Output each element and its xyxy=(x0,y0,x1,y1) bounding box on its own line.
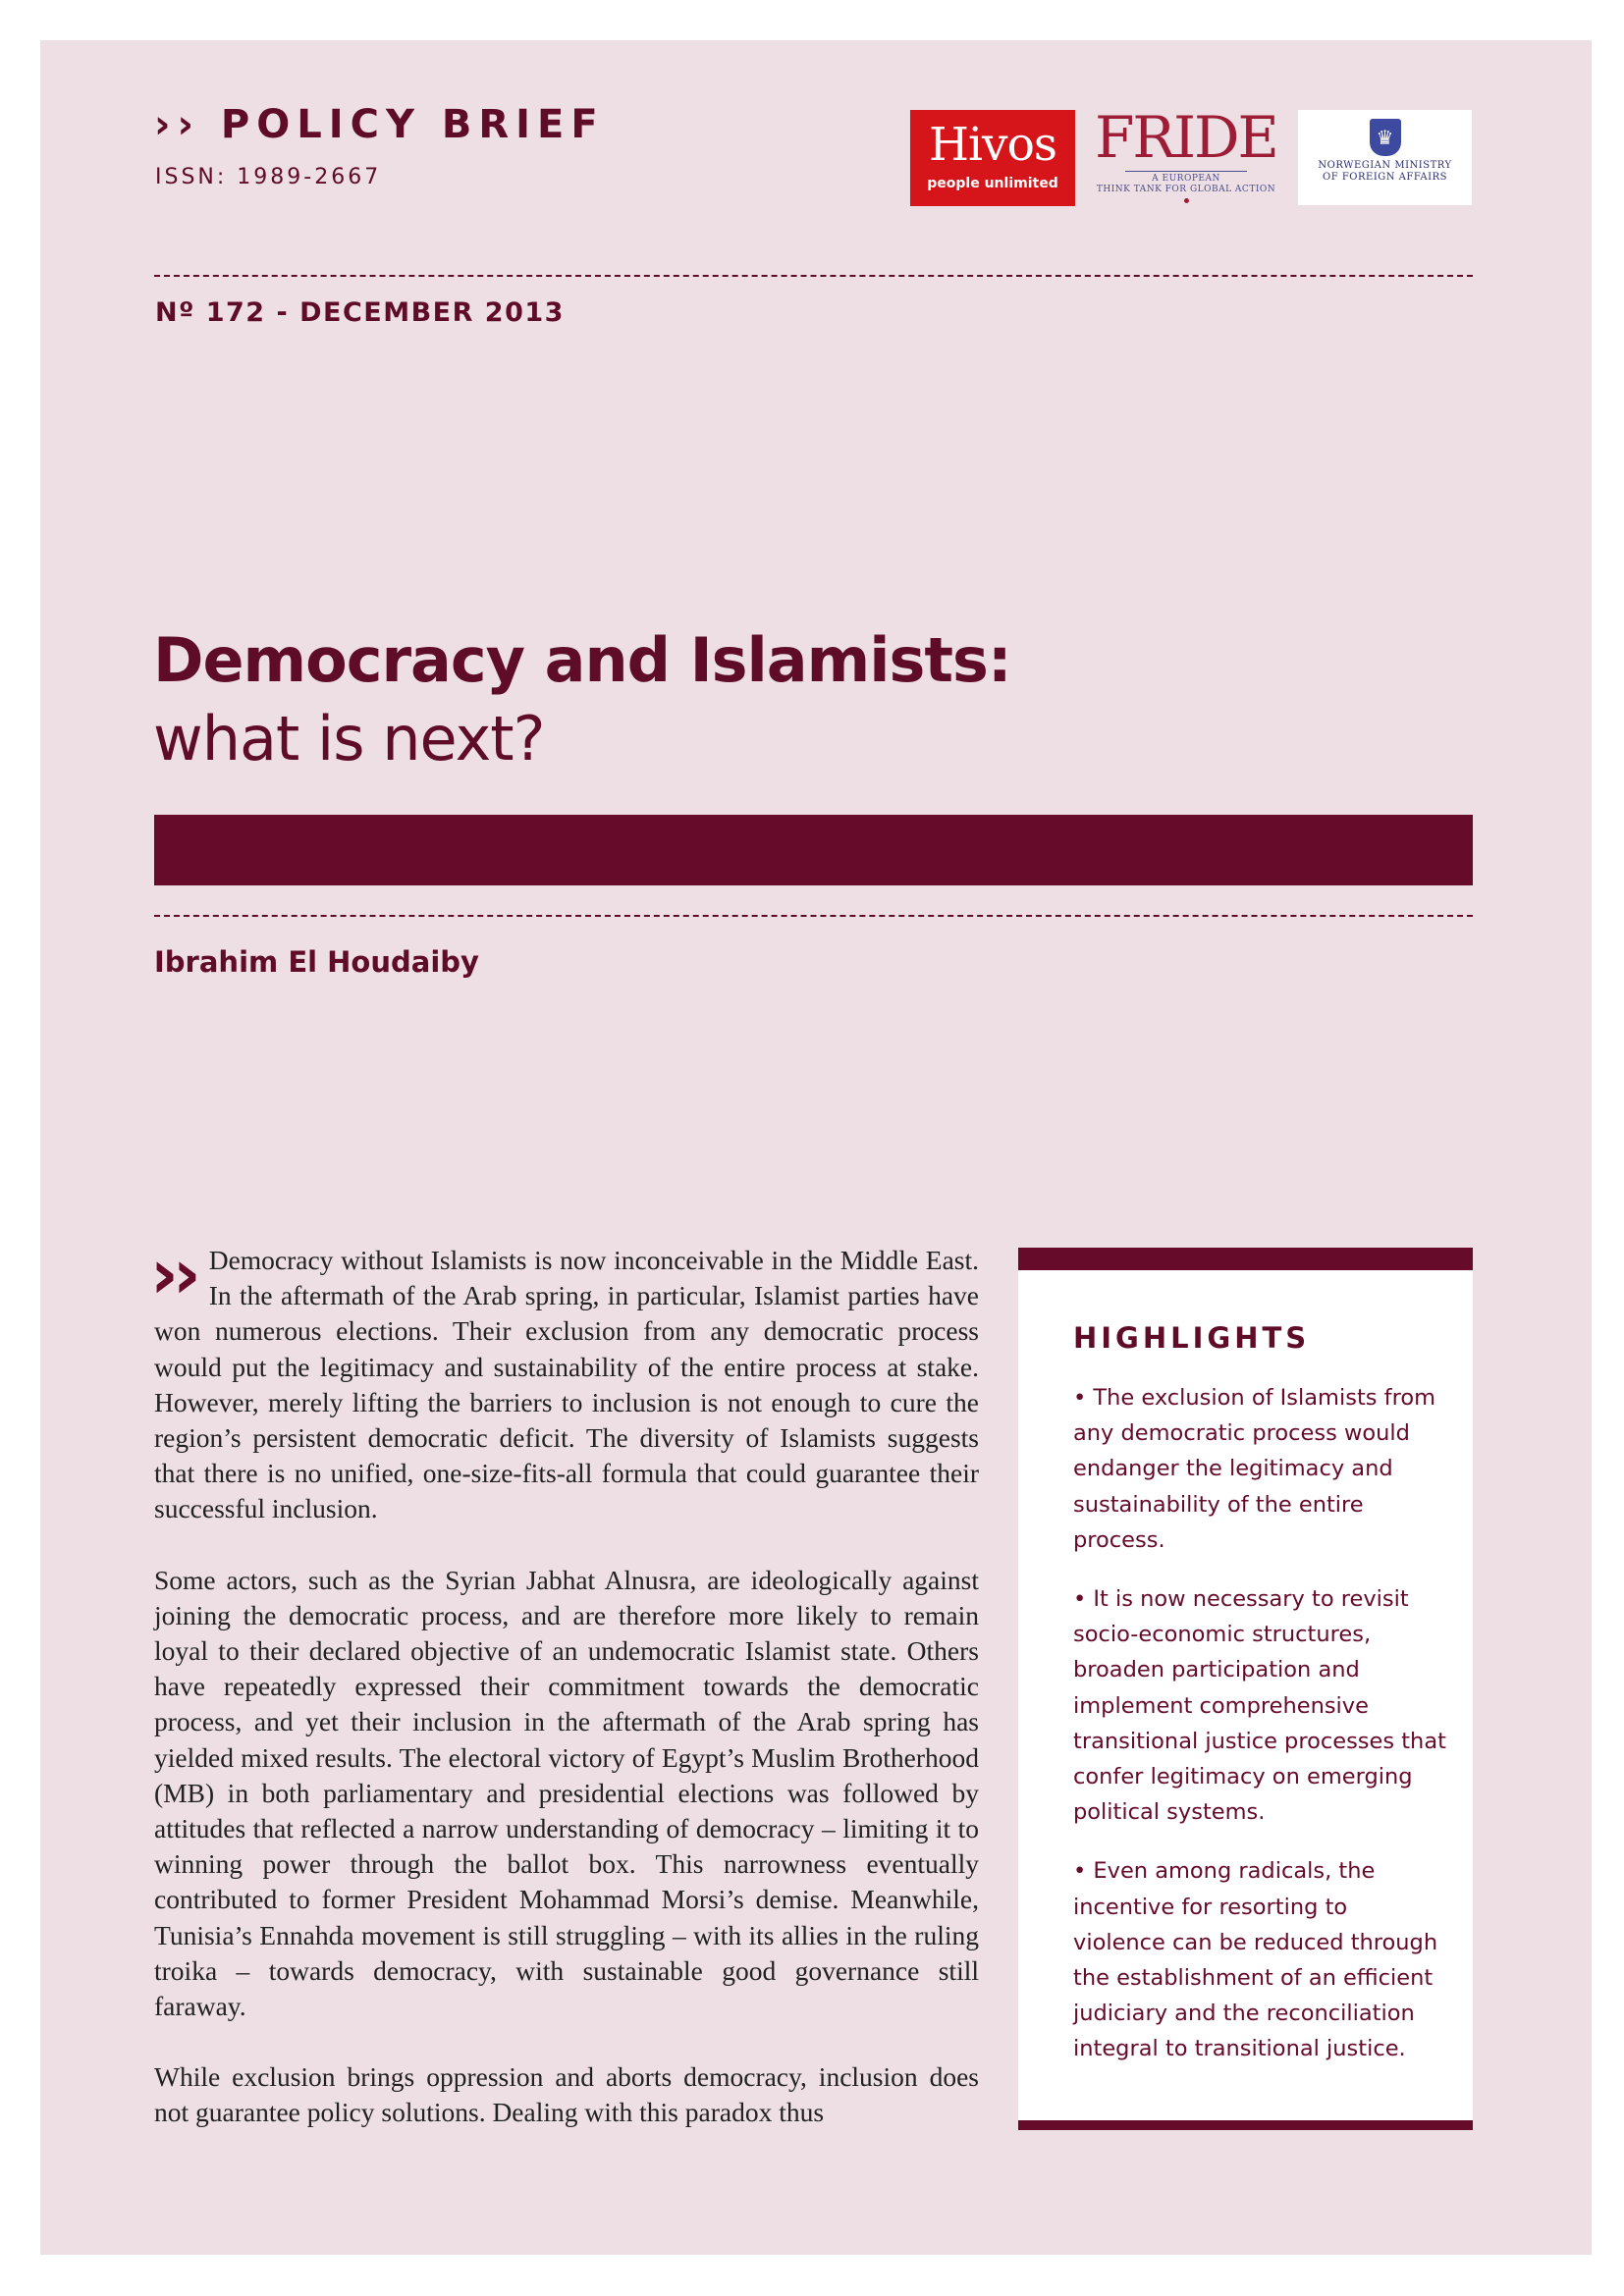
highlights-bottom-bar xyxy=(1018,2120,1473,2130)
body-paragraph-2: Some actors, such as the Syrian Jabhat Alnusra, are ideologically against joining the democratic process, and are therefore more likely to remain loyal to their declared objective of an undemocratic Islamist state. Others have repeatedly expressed their commitment towards the democratic process, and yet their inclusion in the aftermath of the Arab spring has yielded mixed results. The electoral victory of Egypt’s Muslim Brotherhood (MB) in both parliamentary and presidential elections was followed by attitudes that reflected a narrow understanding of democracy – limiting it to winning power through the ballot box. This narrowness eventually contributed to former President Mohammad Morsi’s demise. Meanwhile, Tunisia’s Ennahda movement is still struggling – with its allies in the ruling troika – towards democracy, with sustainable good governance still faraway. xyxy=(154,1564,979,2022)
hivos-logo xyxy=(910,110,1075,206)
fride-logo-tagline-2: THINK TANK FOR GLOBAL ACTION xyxy=(1096,185,1276,194)
fride-logo-tagline-1: A EUROPEAN xyxy=(1125,171,1247,185)
title-line-1: Democracy and Islamists: xyxy=(153,624,1011,696)
author-name: Ibrahim El Houdaiby xyxy=(154,945,479,979)
body-paragraph-3: While exclusion brings oppression and aborts democracy, inclusion does not guarantee policy solutions. Dealing with this paradox thus xyxy=(154,2061,979,2128)
highlights-box xyxy=(1018,1270,1473,2120)
fride-logo xyxy=(1092,106,1280,204)
header-divider xyxy=(154,275,1473,277)
highlights-title: HIGHLIGHTS xyxy=(1073,1321,1311,1355)
hivos-logo-tagline: people unlimited xyxy=(927,176,1058,191)
series-label: ›› POLICY BRIEF xyxy=(154,102,605,147)
issn: ISSN: 1989-2667 xyxy=(155,165,382,189)
highlights-top-bar xyxy=(1018,1248,1473,1270)
issue-number: Nº 172 - DECEMBER 2013 xyxy=(155,297,565,328)
fride-logo-dot xyxy=(1184,198,1189,203)
body-paragraph-1 xyxy=(150,1234,979,1527)
norway-coat-of-arms-icon: ♛ xyxy=(1370,119,1401,156)
fride-logo-name: FRIDE xyxy=(1095,104,1277,171)
body-paragraph-1-text: Democracy without Islamists is now inconceivable in the Middle East. In the aftermath of the Arab spring, in particular, Islamist parties have won numerous elections. Their exclusion from any democratic process would put the legitimacy and sustainability of the entire process at stake. However, merely lifting the barriers to inclusion is not enough to cure the region’s persistent democratic deficit. The diversity of Islamists suggests that there is no unified, one-size-fits-all formula that could guarantee their successful inclusion. xyxy=(154,1245,979,1524)
norway-ministry-logo xyxy=(1298,110,1472,205)
hivos-logo-name: Hivos xyxy=(929,118,1056,172)
norway-logo-line-1: NORWEGIAN MINISTRY xyxy=(1318,160,1452,171)
article-body xyxy=(150,1234,979,2166)
highlight-item: • Even among radicals, the incentive for resorting to violence can be reduced through the establishment of an efficient judiciary and the reconciliation integral to transitional justice. xyxy=(1073,1858,1438,2062)
highlights-list xyxy=(1073,1380,1446,2091)
norway-logo-line-2: OF FOREIGN AFFAIRS xyxy=(1323,172,1447,183)
author-divider xyxy=(154,915,1473,917)
highlight-item: • The exclusion of Islamists from any democratic process would endanger the legitimacy and sustainability of the entire process. xyxy=(1073,1385,1436,1553)
quote-mark-icon: ›› xyxy=(150,1234,195,1314)
highlight-item: • It is now necessary to revisit socio-economic structures, broaden participation and implement comprehensive transitional justice processes that confer legitimacy on emerging political systems. xyxy=(1073,1586,1446,1826)
title-line-2: what is next? xyxy=(153,703,545,774)
title-bar xyxy=(154,815,1473,885)
